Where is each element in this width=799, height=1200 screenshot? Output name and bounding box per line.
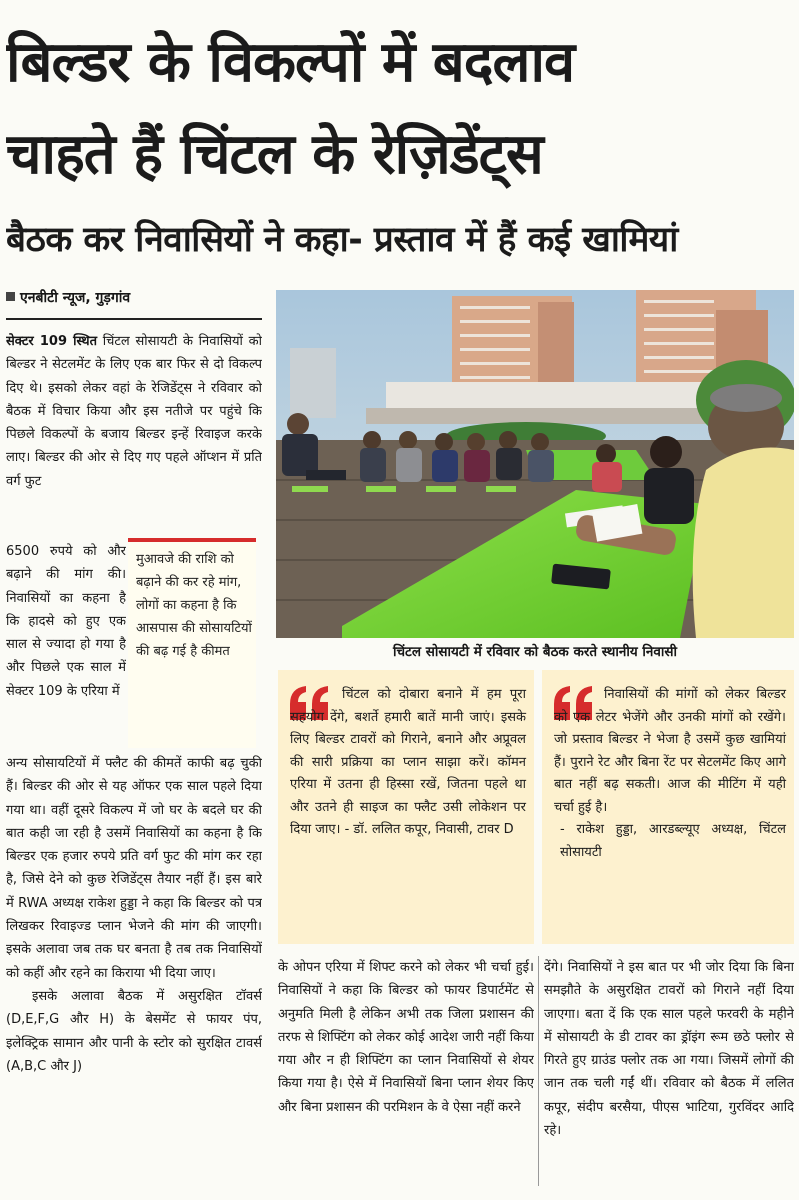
quote-2-attribution: - राकेश हुड्डा, आरडब्ल्यूए अध्यक्ष, चिंटल सोसायटी	[560, 822, 786, 860]
byline-text: एनबीटी न्यूज, गुड़गांव	[20, 290, 131, 306]
quote-2-text	[554, 684, 786, 938]
column-1-wide-text	[6, 752, 262, 1182]
column-3-text: देंगे। निवासियों ने इस बात पर भी जोर दिया कि बिना समझौते के असुरक्षित टावरों को गिराने नहीं दिया जाएगा। बता दें कि एक साल पहले फरवरी के महीने में सोसायटी के डी टावर का ड्रॉइंग रूम छठे फ्लोर से गिरते हुए ग्राउंड फ्लोर तक आ गया। जिसमें लोगों की जान तक चली गईं थीं। रविवार को बैठक में ललित कपूर, संदीप बरसैया, पीएस भाटिया, गुरविंदर आदि रहे।	[544, 960, 794, 1139]
sub-headline: बैठक कर निवासियों ने कहा- प्रस्ताव में हैं कई खामियां	[6, 220, 678, 260]
headline-line-2: चाहते हैं चिंटल के रेज़िडेंट्स	[6, 122, 543, 187]
column-divider	[538, 956, 539, 1186]
pull-quote-text: मुआवजे की राशि को बढ़ाने की कर रहे मांग, लोगों का कहना है कि आसपास की सोसायटियों की बढ़ गई है कीमत	[136, 552, 252, 659]
byline	[6, 286, 266, 310]
photo-caption: चिंटल सोसायटी में रविवार को बैठक करते स्थानीय निवासी	[392, 644, 678, 660]
quote-1-text: चिंटल को दोबारा बनाने में हम पूरा सहयोग देंगे, बशर्ते हमारी बातें मानी जाएं। इसके लिए बिल्डर टावरों को गिराने, बनाने और अप्रूवल की सारी प्रक्रिया का प्लान साझा करें। कॉमन एरिया में उतना ही हिस्सा रखें, जितना पहले था और उतने ही साइज का फ्लैट उसी लोकेशन पर दिया जाए। - डॉ. ललित कपूर, निवासी, टावर D	[290, 687, 526, 837]
quote-2-body: निवासियों की मांगों को लेकर बिल्डर को एक लेटर भेजेंगे और उनकी मांगों को रखेंगे। जो प्रस्ताव बिल्डर ने भेजा है उसमें कुछ खामियां हैं। पुराने रेट और बिना रेंट पर सेटलमेंट किए आगे बात नहीं बढ़ सकती। आज की मीटिंग में यही चर्चा हुई है।	[554, 687, 786, 815]
meeting-photo-illustration	[276, 290, 794, 638]
lead-dateline: सेक्टर 109 स्थित	[6, 334, 98, 349]
column-1-paragraph-1: अन्य सोसायटियों में फ्लैट की कीमतें काफी बढ़ चुकी हैं। बिल्डर की ओर से यह ऑफर एक साल पहले दिया गया था। वहीं दूसरे विकल्प में जो घर के बदले घर की बात कही जा रही है उसमें निवासियों का कहना है कि बिल्डर एक हजार रुपये प्रति वर्ग फुट की मांग कर रहा है, जिसे देने को कुछ रेजिडेंट्स तैयार नहीं हैं। इस बारे में RWA अध्यक्ष राकेश हुड्डा ने कहा कि बिल्डर को पत्र लिखकर रिवाइज्ड प्लान भेजने की मांग की जाएगी। इसके अलावा जब तक घर बनता है तब तक निवासियों को कहीं और रहने का किराया भी दिया जाए।	[6, 756, 262, 981]
lead-text: चिंटल सोसायटी के निवासियों को बिल्डर ने सेटलमेंट के लिए एक बार फिर से दो विकल्प दिए थे। इसको लेकर वहां के रेजिडेंट्स ने रविवार को बैठक में विचार किया और इस नतीजे पर पहुंचे कि पिछले विकल्पों के बजाय बिल्डर इन्हें रिवाइज करके लाए। बिल्डर की ओर से दिए गए पहले ऑप्शन में प्रति वर्ग फुट	[6, 334, 262, 489]
pull-quote-box	[128, 538, 256, 748]
news-photo	[276, 290, 794, 638]
column-1-paragraph-2: इसके अलावा बैठक में असुरक्षित टॉवर्स (D,E,F,G और H) के बेसमेंट से फायर पंप, इलेक्ट्रिक सामान और पानी के स्टोर को सुरक्षित टावर्स (A,B,C और J)	[6, 988, 262, 1074]
quote-box-rakesh-hooda	[542, 670, 794, 944]
lead-paragraph	[6, 330, 262, 534]
column-2-text: के ओपन एरिया में शिफ्ट करने को लेकर भी चर्चा हुई। निवासियों ने कहा कि बिल्डर को फायर डिपार्टमेंट से अनुमति मिली है लेकिन अभी तक जिला प्रशासन की तरफ से शिफ्टिंग को लेकर कोई आदेश जारी नहीं किया गया और न ही शिफ्टिंग का प्लान निवासियों से शेयर किया गया है। ऐसे में निवासियों बिना प्लान शेयर किए और बिना प्रशासन की परमिशन के वे ऐसा नहीं करने	[278, 960, 534, 1115]
column-rule	[6, 318, 262, 320]
quote-box-lalit-kapoor	[278, 670, 534, 944]
headline-line-1: बिल्डर के विकल्पों में बदलाव	[6, 30, 575, 95]
byline-square-icon	[6, 292, 15, 301]
column-1-narrow-text: 6500 रुपये को और बढ़ाने की मांग की। निवासियों का कहना है कि हादसे को हुए एक साल से ज्यादा हो गया है और पिछले एक साल में सेक्टर 109 के एरिया में	[6, 544, 126, 699]
